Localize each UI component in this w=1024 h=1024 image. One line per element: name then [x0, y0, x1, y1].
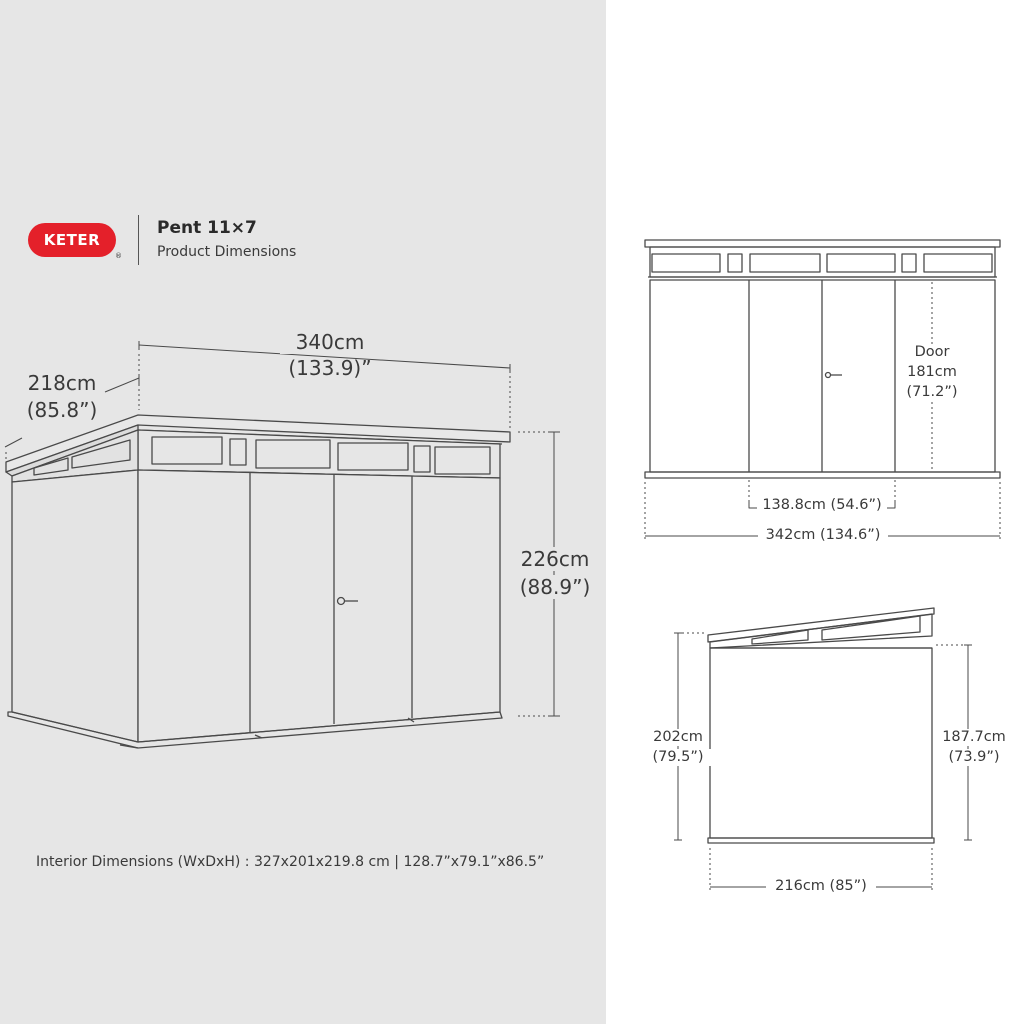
door-height-in: (71.2”) [897, 384, 967, 401]
front-height-cm: 202cm [647, 729, 709, 746]
keter-logo: KETER [28, 223, 116, 257]
total-width-label: 342cm (134.6”) [758, 527, 888, 544]
height-in-label: (88.9”) [508, 575, 602, 599]
registered-mark: ® [115, 252, 122, 260]
product-subtitle: Product Dimensions [157, 244, 297, 260]
side-extension-lines [682, 633, 964, 890]
side-depth-label: 216cm (85”) [766, 878, 876, 895]
depth-in-label: (85.8”) [26, 398, 98, 422]
back-height-cm: 187.7cm [938, 729, 1010, 746]
door-label: Door [902, 344, 962, 361]
product-title: Pent 11×7 [157, 218, 257, 238]
width-cm-label: 340cm [280, 330, 380, 354]
front-height-in: (79.5”) [645, 749, 711, 766]
back-height-in: (73.9”) [940, 749, 1008, 766]
door-width-label: 138.8cm (54.6”) [757, 497, 887, 514]
perspective-shed [6, 415, 510, 748]
side-dimension-lines [674, 633, 972, 887]
width-in-label: (133.9)” [288, 356, 372, 380]
side-elevation [708, 608, 934, 843]
interior-dimensions: Interior Dimensions (WxDxH) : 327x201x219.8 cm | 128.7”x79.1”x86.5” [36, 854, 545, 870]
door-height-cm: 181cm [897, 364, 967, 381]
depth-cm-label: 218cm [27, 371, 97, 395]
height-cm-label: 226cm [510, 547, 600, 571]
